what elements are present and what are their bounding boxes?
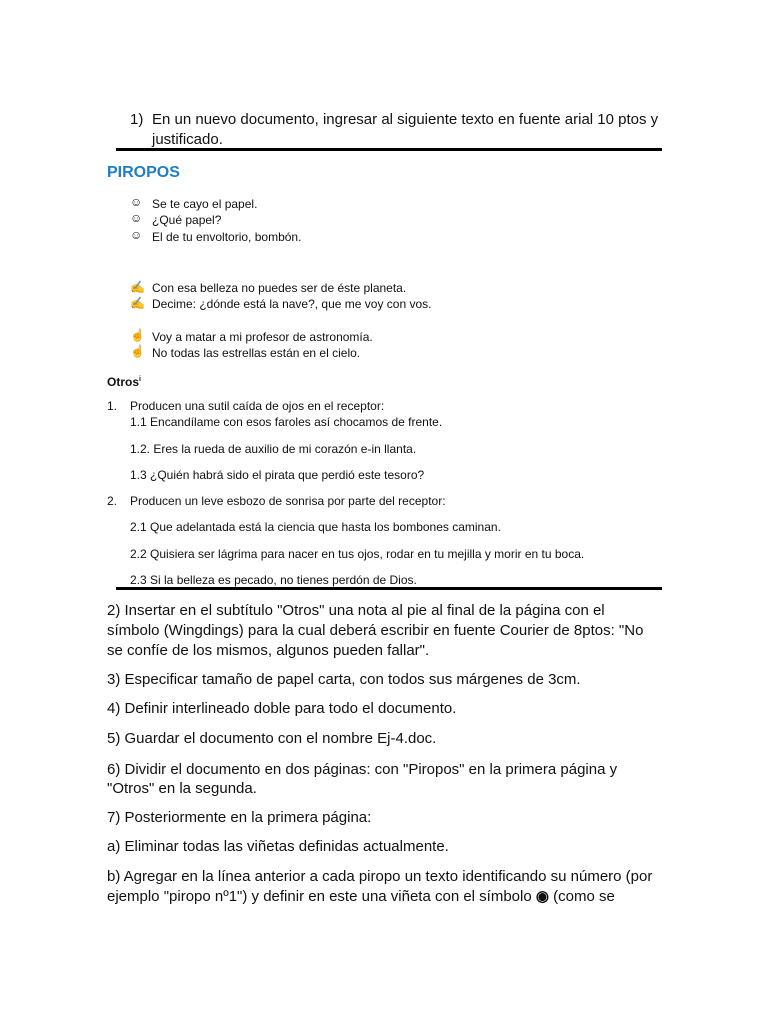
otros-subitem: 1.3 ¿Quién habrá sido el pirata que perdió este tesoro? [130,468,425,482]
task4: 4) Definir interlineado doble para todo el documento. [107,700,457,717]
fisheye-bullet-icon: ◉ [535,888,549,905]
smiley-icon: ☺ [130,211,143,225]
otros-subitem: 1.2. Eres la rueda de auxilio de mi corazón e-in llanta. [130,442,417,456]
otros-subitem: 1.1 Encandílame con esos faroles así chocamos de frente. [130,415,443,429]
otros-item-text: Producen un leve esbozo de sonrisa por parte del receptor: [130,494,446,508]
smiley-icon: ☺ [130,228,143,242]
piropo-line: Con esa belleza no puedes ser de éste planeta. [152,281,407,295]
piropo-line: El de tu envoltorio, bombón. [152,230,302,244]
writing-hand-icon: ✍ [130,280,145,294]
task5: 5) Guardar el documento con el nombre Ej-4.doc. [107,730,437,747]
piropo-line: Voy a matar a mi profesor de astronomía. [152,330,373,344]
task1-line1: En un nuevo documento, ingresar al siguiente texto en fuente arial 10 ptos y [152,111,659,128]
task7: 7) Posteriormente en la primera página: [107,809,372,826]
pointing-hand-icon: ☝ [130,328,145,342]
piropo-line: Se te cayo el papel. [152,197,258,211]
smiley-icon: ☺ [130,195,143,209]
separator-bottom [116,587,662,590]
footnote-mark: i [139,376,141,383]
task6-line: "Otros" en la segunda. [107,780,257,797]
task3: 3) Especificar tamaño de papel carta, con todos sus márgenes de 3cm. [107,671,581,688]
task7b-line1: b) Agregar en la línea anterior a cada piropo un texto identificando su número (por [107,868,653,885]
otros-subitem: 2.1 Que adelantada está la ciencia que hasta los bombones caminan. [130,520,501,534]
task2-line: 2) Insertar en el subtítulo "Otros" una nota al pie al final de la página con el [107,602,605,619]
piropo-line: No todas las estrellas están en el cielo. [152,346,361,360]
writing-hand-icon: ✍ [130,296,145,310]
task2-line: se confíe de los mismos, algunos pueden fallar". [107,642,430,659]
piropo-line: ¿Qué papel? [152,213,222,227]
piropo-line: Decime: ¿dónde está la nave?, que me voy con vos. [152,297,432,311]
otros-subitem: 2.3 Si la belleza es pecado, no tienes perdón de Dios. [130,573,417,587]
otros-item-number: 1. [107,399,118,413]
otros-title: Otros$^i$ [107,375,141,389]
separator-top [116,148,662,151]
otros-subitem: 2.2 Quisiera ser lágrima para nacer en tus ojos, rodar en tu mejilla y morir en tu boca. [130,547,585,561]
otros-item-text: Producen una sutil caída de ojos en el receptor: [130,399,385,413]
task6-line: 6) Dividir el documento en dos páginas: con "Piropos" en la primera página y [107,761,618,778]
task1-line2: justificado. [152,131,223,148]
task2-line: símbolo (Wingdings) para la cual deberá escribir en fuente Courier de 8ptos: "No [107,622,644,639]
piropos-title: PIROPOS [107,164,180,181]
task7a: a) Eliminar todas las viñetas definidas actualmente. [107,838,449,855]
task1-number: 1) [130,111,144,128]
pointing-hand-icon: ☝ [130,344,145,358]
task7b-line2: ejemplo "piropo nº1") y definir en este una viñeta con el símbolo ◉ (como se [107,888,615,905]
otros-item-number: 2. [107,494,118,508]
